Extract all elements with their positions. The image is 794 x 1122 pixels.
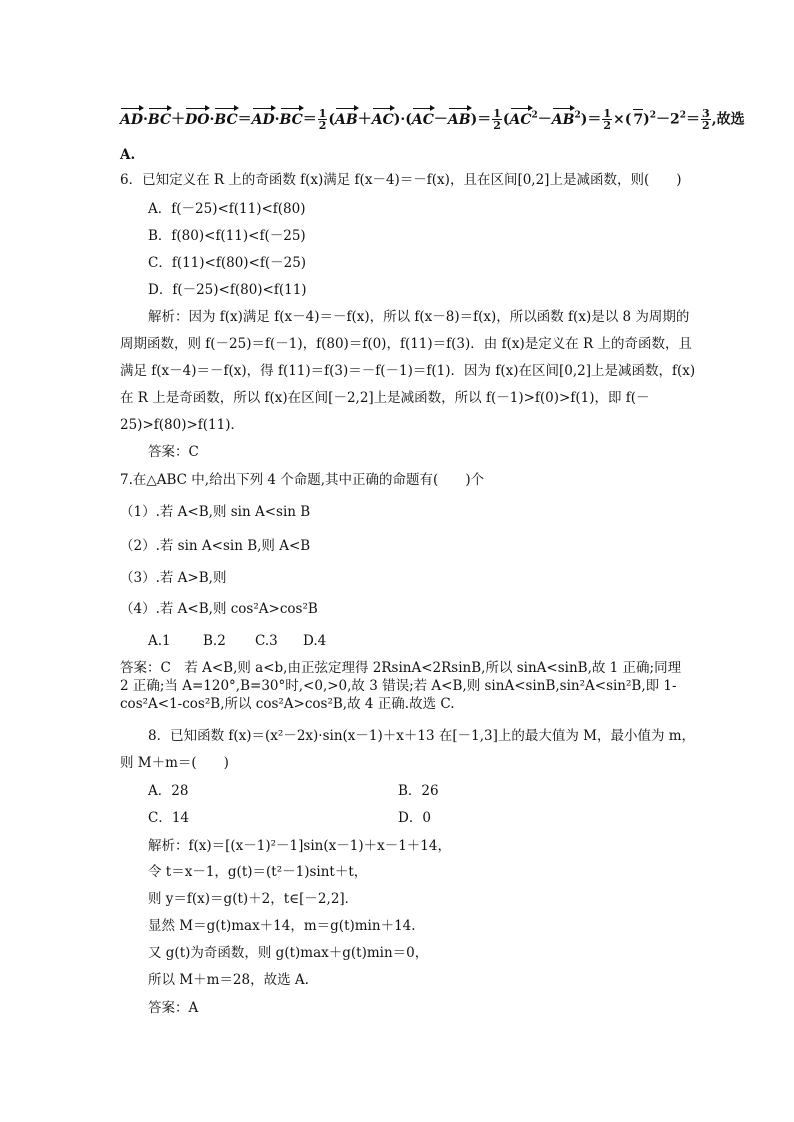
q6-answer: 答案：C xyxy=(148,444,199,460)
vector-line-end: A. xyxy=(120,147,136,163)
q8-analysis-line-5: 又 g(t)为奇函数，则 g(t)max＋g(t)min＝0， xyxy=(148,945,429,961)
q7-option-c: C.3 xyxy=(255,633,278,649)
q6-analysis-line-5: 25)>f(80)>f(11)． xyxy=(120,417,244,433)
q6-option-a: A．f(－25)<f(11)<f(80) xyxy=(148,201,306,217)
q7-prop-2: （2）.若 sin A<sin B,则 A<B xyxy=(120,538,311,554)
q8-option-b: B．26 xyxy=(398,783,439,799)
q6-option-c: C．f(11)<f(80)<f(－25) xyxy=(148,255,307,271)
q8-analysis-line-2: 令 t＝x－1，g(t)＝(t²－1)sint＋t， xyxy=(148,864,368,880)
q6-stem: 6．已知定义在 R 上的奇函数 f(x)满足 f(x－4)＝－f(x)，且在区间[0,2]上是减函数，则( ) xyxy=(120,172,682,188)
q7-answer-line-1: 答案：C 若 A<B,则 a<b,由正弦定理得 2RsinA<2RsinB,所以 sinA<sinB,故 1 正确;同理 xyxy=(120,660,682,676)
q7-option-d: D.4 xyxy=(303,633,327,649)
q7-option-a: A.1 xyxy=(148,633,171,649)
q8-analysis-line-4: 显然 M＝g(t)max＋14，m＝g(t)min＋14. xyxy=(148,918,416,934)
q7-prop-3: （3）.若 A>B,则 xyxy=(120,570,227,586)
q8-answer: 答案：A xyxy=(148,1000,199,1016)
vector-line-tail: 故选 xyxy=(716,111,745,128)
q6-option-b: B．f(80)<f(11)<f(－25) xyxy=(148,228,306,244)
q7-answer-line-3: cos²A<1-cos²B,所以 cos²A>cos²B,故 4 正确.故选 C. xyxy=(120,696,455,712)
q7-stem: 7.在△ABC 中,给出下列 4 个命题,其中正确的命题有( )个 xyxy=(120,472,485,488)
q8-stem-line-2: 则 M＋m＝( ) xyxy=(120,755,229,771)
q8-analysis-line-6: 所以 M＋m＝28，故选 A. xyxy=(148,972,309,988)
q7-prop-4: （4）.若 A<B,则 cos²A>cos²B xyxy=(120,601,318,617)
q6-analysis-line-2: 周期函数，则 f(－25)＝f(－1)，f(80)＝f(0)，f(11)＝f(3)．由 f(x)是定义在 R 上的奇函数，且 xyxy=(120,336,692,352)
q8-option-d: D．0 xyxy=(398,810,431,826)
q7-answer-line-2: 2 正确;当 A=120°,B=30°时,<0,>0,故 3 错误;若 A<B,则 sinA<sinB,sin²A<sin²B,即 1- xyxy=(120,678,677,694)
q6-analysis-line-1: 解析：因为 f(x)满足 f(x－4)＝－f(x)，所以 f(x－8)＝f(x)，所以函数 f(x)是以 8 为周期的 xyxy=(148,309,690,325)
q6-option-d: D．f(－25)<f(80)<f(11) xyxy=(148,282,307,298)
q6-analysis-line-4: 在 R 上是奇函数，所以 f(x)在区间[－2,2]上是减函数，所以 f(－1)>f(0)>f(1)，即 f(－ xyxy=(120,390,650,406)
vector-expression-line: AD·BC＋DO·BC＝AD·BC＝ $\frac{1}{2}$ (AB＋AC)·(AC－AB)＝ $\frac{1}{2}$ $(AC^2-AB^2)=$ $\frac{1}{2}$ ×( $7)^2-2^2=$ $\frac{3}{2}$ ,故选 xyxy=(120,107,745,132)
q8-option-c: C．14 xyxy=(148,810,190,826)
q8-analysis-line-3: 则 y＝f(x)＝g(t)＋2，t∈[－2,2]． xyxy=(148,891,359,907)
q8-analysis-line-1: 解析：f(x)＝[(x－1)²－1]sin(x－1)＋x－1＋14， xyxy=(148,838,451,854)
q7-option-b: B.2 xyxy=(203,633,226,649)
q7-prop-1: （1）.若 A<B,则 sin A<sin B xyxy=(120,504,311,520)
q6-analysis-line-3: 满足 f(x－4)＝－f(x)，得 f(11)＝f(3)＝－f(－1)＝f(1)．因为 f(x)在区间[0,2]上是减函数，f(x) xyxy=(120,363,696,379)
q8-option-a: A．28 xyxy=(148,783,189,799)
q8-stem-line-1: 8．已知函数 f(x)＝(x²－2x)·sin(x－1)＋x＋13 在[－1,3]上的最大值为 M，最小值为 m， xyxy=(148,728,696,744)
